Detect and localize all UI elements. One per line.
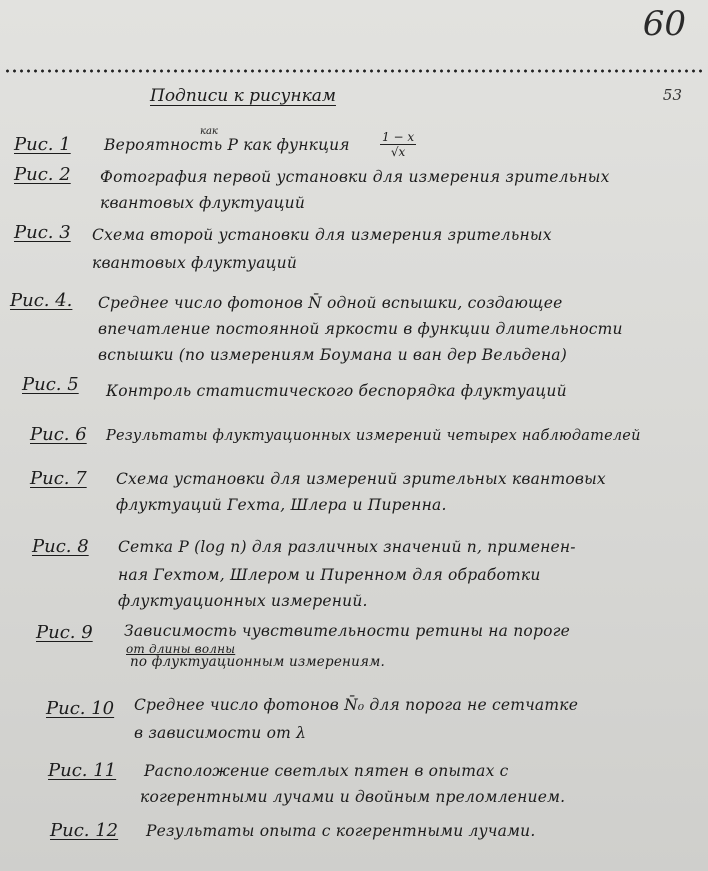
caption-label: Рис. 6: [30, 424, 87, 445]
caption-line: от длины волны: [126, 642, 236, 656]
caption-fraction: [380, 130, 416, 159]
caption-line: Контроль статистического беспорядка флуктуаций: [106, 382, 567, 400]
caption-line: вспышки (по измерениям Боуманa и ван дер Вельдена): [98, 346, 567, 364]
caption-label: Рис. 7: [30, 468, 87, 489]
caption-line: флуктуаций Гехта, Шлера и Пиренна.: [116, 496, 447, 514]
caption-line: Среднее число фотонов N̄ одной вспышки, создающее: [98, 294, 563, 312]
caption-label: Рис. 2: [14, 164, 71, 185]
archive-stamp-number: 60: [642, 4, 686, 44]
caption-label: Рис. 4.: [10, 290, 73, 311]
caption-label: Рис. 1: [14, 134, 71, 155]
caption-line: Результаты флуктуационных измерений четырех наблюдателей: [106, 428, 641, 444]
caption-line: Зависимость чувствительности ретины на пороге: [124, 622, 571, 640]
caption-line: ная Гехтом, Шлером и Пиренном для обработки: [118, 566, 541, 584]
page-title: Подписи к рисункам: [150, 86, 336, 106]
caption-line: Расположение светлых пятен в опытах с: [144, 762, 509, 780]
caption-line: когерентными лучами и двойным преломлением.: [140, 788, 566, 806]
caption-label: Рис. 12: [50, 820, 119, 841]
caption-line: Среднее число фотонов N̄₀ для порога не сетчатке: [134, 696, 579, 714]
caption-line: Схема установки для измерений зрительных квантовых: [116, 470, 606, 488]
fraction-denominator: √x: [390, 145, 406, 159]
caption-label: Рис. 11: [48, 760, 117, 781]
caption-line: впечатление постоянной яркости в функции длительности: [98, 320, 623, 338]
caption-line: квантовых флуктуаций: [92, 254, 298, 272]
caption-line: квантовых флуктуаций: [100, 194, 306, 212]
caption-line: Сетка P (log n) для различных значений n, применен-: [118, 538, 576, 556]
caption-superscript: как: [200, 126, 218, 137]
caption-label: Рис. 8: [32, 536, 89, 557]
caption-line: Фотография первой установки для измерения зрительных: [100, 168, 610, 186]
caption-label: Рис. 3: [14, 222, 71, 243]
caption-label: Рис. 5: [22, 374, 79, 395]
fraction-numerator: 1 − x: [382, 130, 415, 144]
page-number: 53: [662, 86, 682, 104]
caption-label: Рис. 9: [36, 622, 93, 643]
dotted-separator: [4, 69, 704, 73]
caption-line: в зависимости от λ: [134, 724, 307, 742]
caption-line: по флуктуационным измерениям.: [130, 654, 386, 670]
caption-line: Схема второй установки для измерения зрительных: [92, 226, 552, 244]
caption-line: флуктуационных измерений.: [118, 592, 368, 610]
caption-line: Вероятность P как функция: [104, 136, 350, 154]
caption-label: Рис. 10: [46, 698, 115, 719]
caption-line: Результаты опыта с когерентными лучами.: [146, 822, 536, 840]
